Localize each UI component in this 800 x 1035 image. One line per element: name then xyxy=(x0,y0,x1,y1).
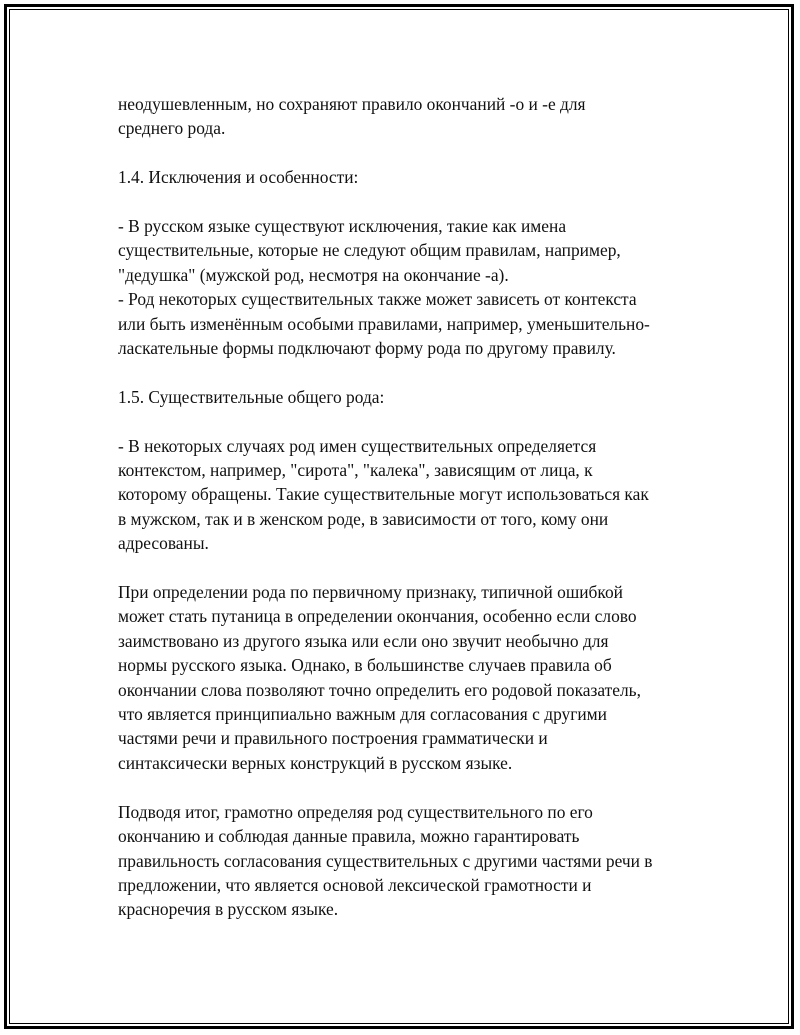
paragraph-conclusion: Подводя итог, грамотно определяя род существительного по его окончанию и соблюдая данные правила, можно гарантировать правильность согласования существительных с другими частями речи в предложении, что является основой лексической грамотности и красноречия в русском языке. xyxy=(118,801,653,920)
section-heading-common-gender: 1.5. Существительные общего рода: xyxy=(118,386,385,407)
list-item-exceptions-2: - Род некоторых существительных также может зависеть от контекста или быть изменённым особыми правилами, например, уменьшительно- ласкательные формы подключают форму рода по другому правилу. xyxy=(118,289,650,359)
list-item-common-gender: - В некоторых случаях род имен существительных определяется контекстом, например, "сирота", "калека", зависящим от лица, к которому обращены. Такие существительные могут использоваться как в мужском, так и в женском роде, в зависимости от того, кому они адресованы. xyxy=(118,435,649,554)
paragraph-typical-errors: При определении рода по первичному признаку, типичной ошибкой может стать путаница в определении окончания, особенно если слово заимствовано из другого языка или если оно звучит необычно для нормы русского языка. Однако, в большинстве случаев правила об окончании слова позволяют точно определить его родовой показатель, что является принципиально важным для согласования с другими частями речи и правильного построения грамматически и синтаксически верных конструкций в русском языке. xyxy=(118,582,641,773)
section-heading-exceptions: 1.4. Исключения и особенности: xyxy=(118,167,359,188)
document-body xyxy=(118,92,698,946)
paragraph-gender-continuation: неодушевленным, но сохраняют правило окончаний -о и -е для среднего рода. xyxy=(118,94,586,139)
list-item-exceptions-1: - В русском языке существуют исключения, такие как имена существительные, которые не следуют общим правилам, например, "дедушка" (мужской род, несмотря на окончание -а). xyxy=(118,216,621,285)
